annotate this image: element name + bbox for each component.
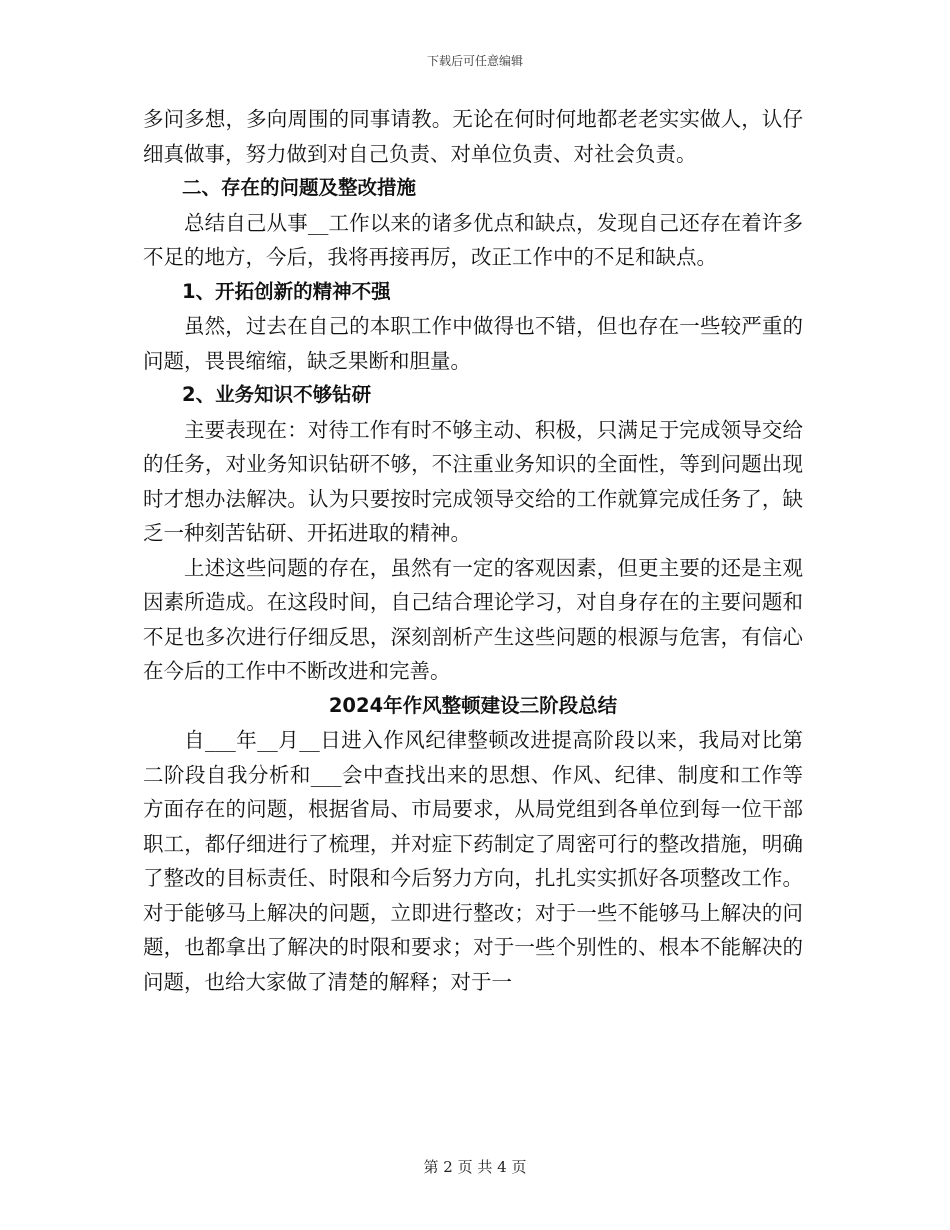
page-number-footer: 第 2 页 共 4 页 (423, 1158, 527, 1176)
paragraph-1: 多问多想，多向周围的同事请教。无论在何时何地都老老实实做人，认仔细真做事，努力做到对自己负责、对单位负责、对社会负责。 (143, 107, 803, 166)
paragraph-4: 主要表现在：对待工作有时不够主动、积极，只满足于完成领导交给的任务，对业务知识钻研不够，不注重业务知识的全面性，等到问题出现时才想办法解决。认为只要按时完成领导交给的工作就算完成任务了，缺乏一种刻苦钻研、开拓进取的精神。 (143, 417, 803, 545)
document-body (143, 102, 803, 999)
paragraph-6: 自___年__月__日进入作风纪律整顿改进提高阶段以来，我局对比第二阶段自我分析和___会中查找出来的思想、作风、纪律、制度和工作等方面存在的问题，根据省局、市局要求，从局党组到各单位到每一位干部职工，都仔细进行了梳理，并对症下药制定了周密可行的整改措施，明确了整改的目标责任、时限和今后努力方向，扎扎实实抓好各项整改工作。对于能够马上解决的问题，立即进行整改；对于一些不能够马上解决的问题，也都拿出了解决的时限和要求；对于一些个别性的、根本不能解决的问题，也给大家做了清楚的解释；对于一 (143, 728, 803, 994)
item-heading-1: 1、开拓创新的精神不强 (182, 279, 391, 303)
page-header: 下载后可任意编辑 (426, 54, 523, 68)
item-heading-2: 2、业务知识不够钻研 (182, 383, 372, 406)
section-heading-issues: 二、存在的问题及整改措施 (182, 176, 417, 199)
paragraph-3: 虽然，过去在自己的本职工作中做得也不错，但也存在一些较严重的问题，畏畏缩缩，缺乏果断和胆量。 (143, 314, 803, 373)
document-title: 2024年作风整顿建设三阶段总结 (328, 693, 618, 717)
paragraph-2: 总结自己从事__工作以来的诸多优点和缺点，发现自己还存在着许多不足的地方，今后，我将再接再厉，改正工作中的不足和缺点。 (143, 210, 803, 269)
paragraph-5: 上述这些问题的存在，虽然有一定的客观因素，但更主要的还是主观因素所造成。在这段时间，自己结合理论学习，对自身存在的主要问题和不足也多次进行仔细反思，深刻剖析产生这些问题的根源与危害，有信心在今后的工作中不断改进和完善。 (143, 555, 803, 683)
